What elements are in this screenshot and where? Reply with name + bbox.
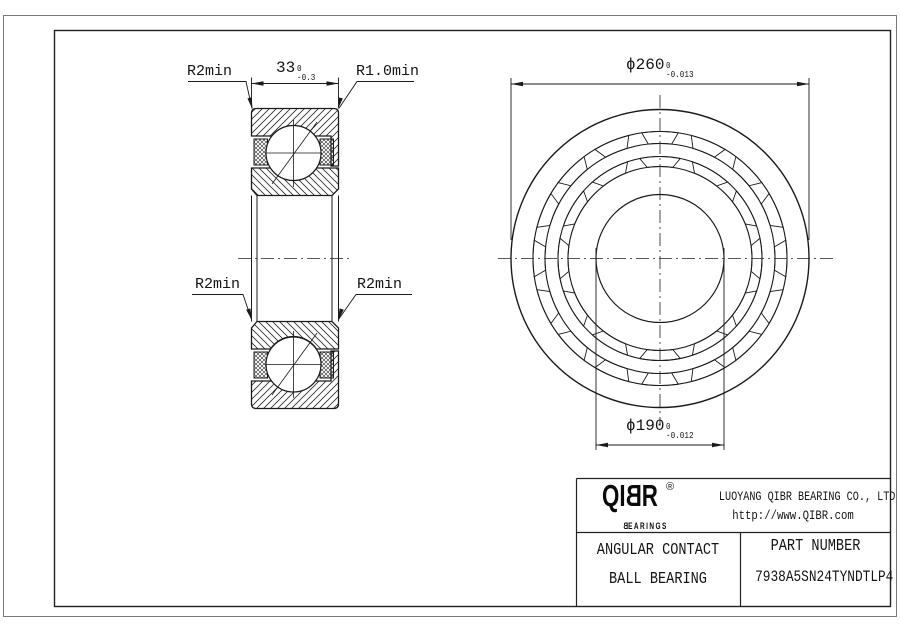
phi-symbol: ϕ — [626, 417, 636, 435]
radius-label-top-right: R1.0min — [356, 63, 420, 80]
phi-symbol: ϕ — [626, 56, 636, 74]
bore-dia-tolerance: 0 -0.012 — [666, 422, 694, 441]
logo-subtext: BEARINGS — [622, 521, 668, 531]
logo-wordmark: QIBR — [602, 478, 658, 513]
front-view — [498, 78, 833, 450]
section-view — [188, 78, 414, 409]
company-name: LUOYANG QIBR BEARING CO., LTD — [718, 489, 896, 504]
part-number-label: PART NUMBER — [770, 537, 861, 556]
product-type-line1: ANGULAR CONTACT — [596, 541, 720, 560]
front-view-centerlines — [498, 95, 833, 425]
product-type-line2: BALL BEARING — [609, 570, 707, 589]
radius-label-bottom-left: R2min — [195, 276, 241, 293]
radius-label-bottom-right: R2min — [357, 276, 403, 293]
cage-section-top-right — [320, 139, 334, 165]
radius-label-top-left: R2min — [187, 63, 233, 80]
logo-mirrored-letter: B — [625, 478, 642, 513]
sheet-borders — [4, 16, 897, 617]
width-tolerance: 0 -0.3 — [297, 64, 316, 83]
cage-section-bottom-right — [320, 352, 334, 378]
registered-trademark-symbol: ® — [666, 481, 675, 493]
outer-dia-tolerance: 0 -0.013 — [666, 61, 694, 80]
part-number-value: 7938A5SN24TYNDTLP4 — [755, 568, 894, 586]
company-website: http://www.QIBR.com — [732, 508, 854, 523]
bore-diameter-dimension: ϕ190 0 -0.012 — [626, 417, 694, 441]
width-value: 33 — [276, 59, 296, 77]
outer-diameter-dimension: ϕ260 0 -0.013 — [626, 56, 694, 80]
width-dimension — [276, 59, 319, 84]
